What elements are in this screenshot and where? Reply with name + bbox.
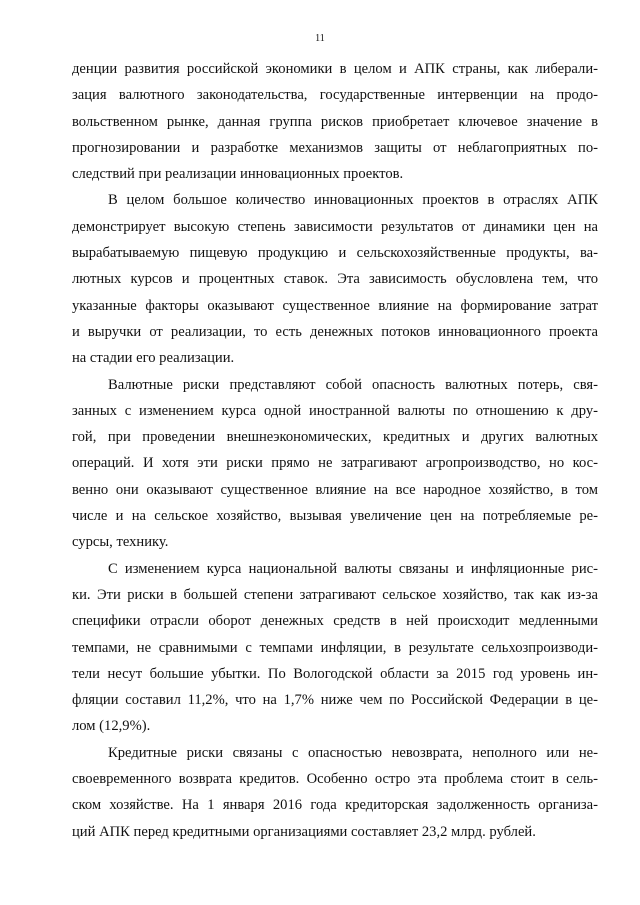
- text-line: следствий при реализации инновационных проектов.: [72, 166, 404, 183]
- text-line: и выручки от реализации, то есть денежных потоков инновационного проекта: [72, 323, 598, 340]
- paragraph-currency-regulation: [72, 56, 598, 187]
- text-line: лютных курсов и процентных ставок. Эта зависимость обусловлена тем, что: [72, 271, 598, 288]
- text-line: В целом большое количество инновационных проектов в отраслях АПК: [108, 192, 598, 209]
- text-line: гой, при проведении внешнеэкономических, кредитных и других валютных: [72, 429, 598, 446]
- paragraph-credit-risks: [72, 740, 598, 845]
- text-line: вырабатываемую пищевую продукцию и сельскохозяйственные продукты, ва-: [72, 245, 598, 262]
- text-line: ций АПК перед кредитными организациями составляет 23,2 млрд. рублей.: [72, 823, 536, 840]
- body-text: [72, 56, 598, 845]
- text-line: темпами, не сравнимыми с темпами инфляции, в результате сельхозпроизводи-: [72, 639, 598, 656]
- text-line: сурсы, технику.: [72, 534, 169, 551]
- text-line: демонстрирует высокую степень зависимости результатов от динамики цен на: [72, 218, 598, 235]
- paragraph-currency-risks: [72, 372, 598, 556]
- text-line: занных с изменением курса одной иностранной валюты по отношению к дру-: [72, 402, 598, 419]
- paragraph-price-dependency: [72, 187, 598, 371]
- text-line: числе и на сельское хозяйство, вызывая увеличение цен на потребляемые ре-: [72, 508, 598, 525]
- text-line: фляции составил 11,2%, что на 1,7% ниже чем по Российской Федерации в це-: [72, 692, 598, 709]
- text-line: ки. Эти риски в большей степени затрагивают сельское хозяйство, так как из-за: [72, 586, 598, 603]
- text-line: на стадии его реализации.: [72, 350, 235, 367]
- text-line: прогнозировании и разработке механизмов защиты от неблагоприятных по-: [72, 139, 598, 156]
- text-line: указанные факторы оказывают существенное влияние на формирование затрат: [72, 297, 598, 314]
- text-line: тели несут большие убытки. По Вологодской области за 2015 год уровень ин-: [72, 665, 598, 682]
- page-number: 11: [315, 33, 325, 44]
- text-line: своевременного возврата кредитов. Особенно остро эта проблема стоит в сель-: [72, 771, 598, 788]
- text-line: вольственном рынке, данная группа рисков приобретает ключевое значение в: [72, 113, 598, 130]
- text-line: лом (12,9%).: [72, 718, 151, 735]
- text-line: С изменением курса национальной валюты связаны и инфляционные рис-: [108, 560, 598, 577]
- text-line: ском хозяйстве. На 1 января 2016 года кредиторская задолженность организа-: [72, 797, 598, 814]
- text-line: операций. И хотя эти риски прямо не затрагивают агропроизводство, но кос-: [72, 455, 598, 472]
- text-line: зация валютного законодательства, государственные интервенции на продо-: [72, 87, 598, 104]
- text-line: Кредитные риски связаны с опасностью невозврата, неполного или не-: [108, 744, 598, 761]
- text-line: венно они оказывают существенное влияние на все народное хозяйство, в том: [72, 481, 598, 498]
- text-line: Валютные риски представляют собой опасность валютных потерь, свя-: [108, 376, 598, 393]
- text-line: специфики отрасли оборот денежных средств в ней происходит медленными: [72, 613, 598, 630]
- text-line: денции развития российской экономики в целом и АПК страны, как либерали-: [72, 61, 598, 77]
- paragraph-inflation-risks: [72, 556, 598, 740]
